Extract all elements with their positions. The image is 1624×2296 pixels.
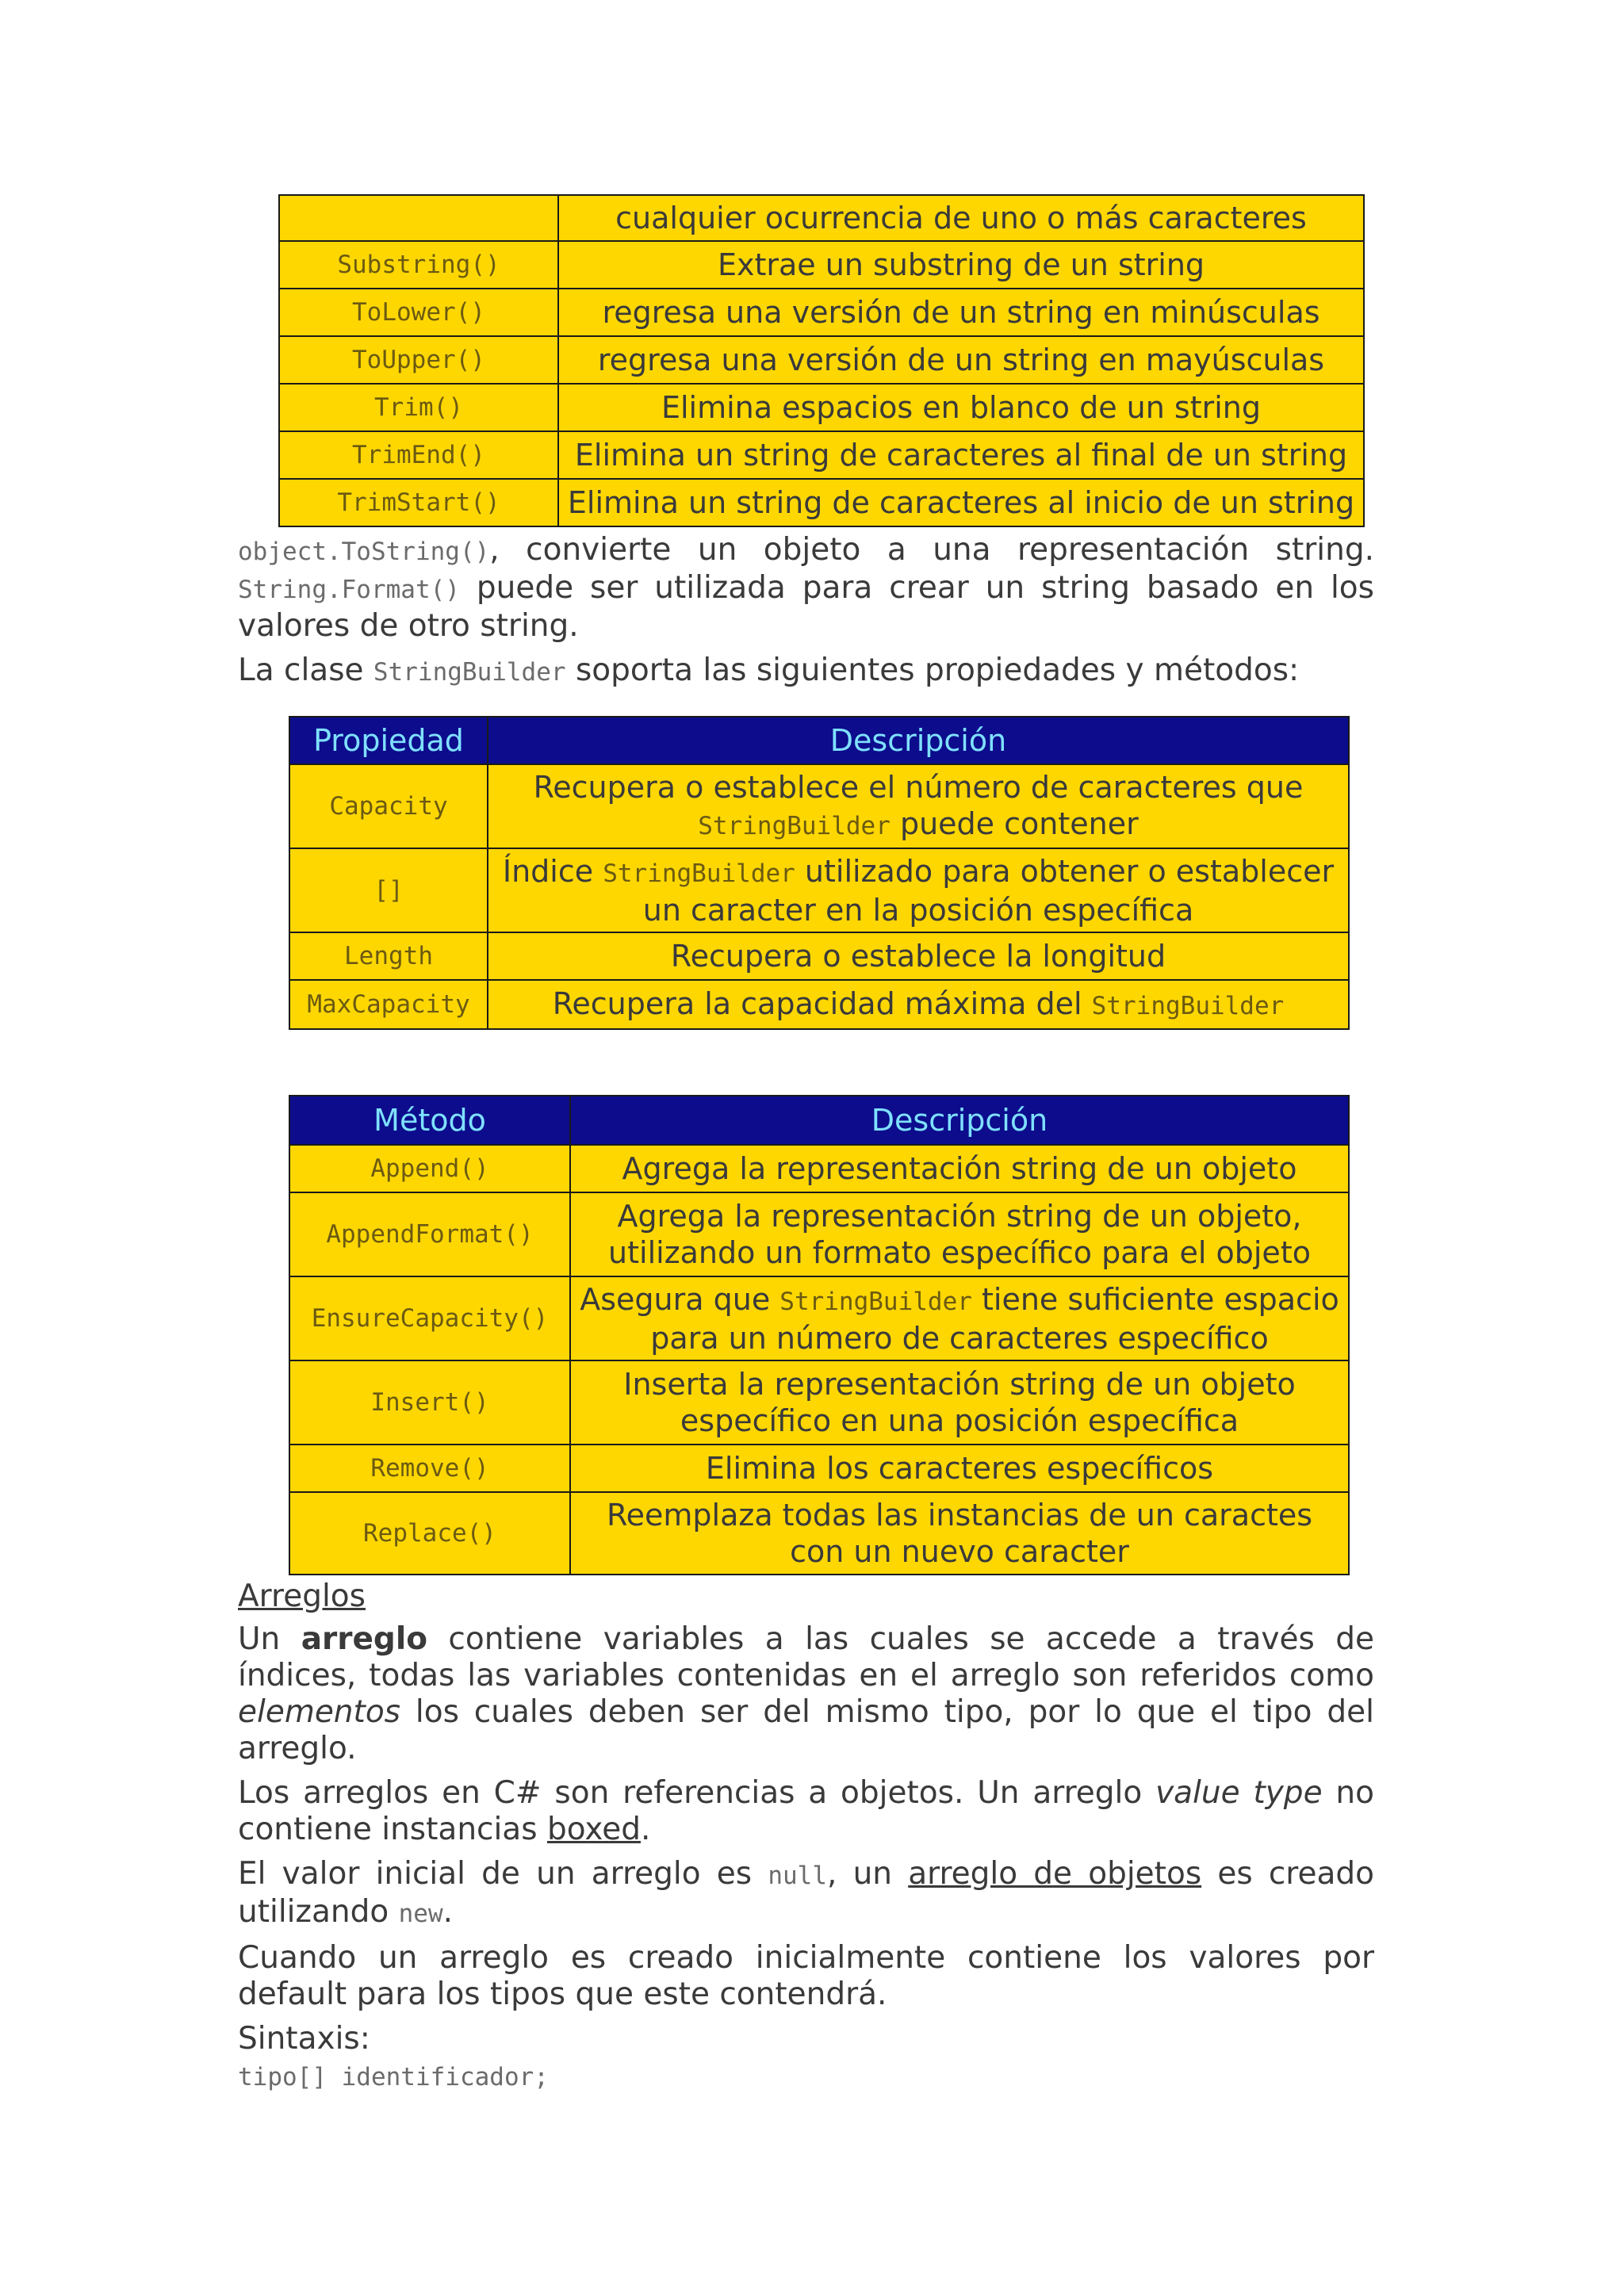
method-cell: AppendFormat() xyxy=(289,1192,570,1276)
description-cell: Elimina espacios en blanco de un string xyxy=(558,384,1364,431)
method-cell: TrimEnd() xyxy=(279,431,558,479)
paragraph-arreglo-definition xyxy=(238,1621,1374,1767)
description-cell: regresa una versión de un string en mayúsculas xyxy=(558,336,1364,384)
paragraph-arreglo-referencias xyxy=(238,1775,1374,1848)
paragraph-text: Los arreglos en C# son referencias a objetos. Un arreglo xyxy=(238,1775,1156,1811)
column-header: Propiedad xyxy=(289,717,488,764)
property-cell: [] xyxy=(289,848,488,932)
method-cell: ToUpper() xyxy=(279,336,558,384)
paragraph-text: , un xyxy=(826,1856,909,1892)
italic-term: value type xyxy=(1155,1775,1323,1811)
arreglo-de-objetos-link[interactable]: arreglo de objetos xyxy=(908,1856,1202,1892)
table-header-row xyxy=(289,1096,1349,1145)
method-cell xyxy=(279,195,558,241)
description-cell: Elimina un string de caracteres al final de un string xyxy=(558,431,1364,479)
method-cell: TrimStart() xyxy=(279,479,558,526)
paragraph-text: El valor inicial de un arreglo es xyxy=(238,1856,768,1892)
paragraph-arreglo-valor-inicial xyxy=(238,1856,1374,1932)
inline-code: StringBuilder xyxy=(603,859,795,888)
table-row xyxy=(289,1360,1349,1445)
string-methods-table xyxy=(278,194,1365,527)
table-row xyxy=(289,1492,1349,1575)
section-heading-arreglos xyxy=(238,1578,1374,1615)
inline-code: null xyxy=(768,1862,827,1890)
paragraph-arreglo-default: Cuando un arreglo es creado inicialmente contiene los valores por default para los tipos que este contendrá. xyxy=(238,1940,1374,2012)
inline-code: new xyxy=(398,1900,443,1928)
cell-text: Asegura que xyxy=(580,1281,780,1317)
paragraph-text: Un xyxy=(238,1621,301,1657)
paragraph-text: no contiene instancias xyxy=(238,1775,1374,1847)
method-cell: Replace() xyxy=(289,1492,570,1575)
table-row xyxy=(289,980,1349,1029)
paragraph-text: contiene variables a las cuales se accede a través de índices, todas las variables contenidas en el arreglo son referidos como xyxy=(238,1621,1374,1693)
description-cell xyxy=(488,764,1349,848)
document-page xyxy=(238,194,1374,2095)
description-cell: Agrega la representación string de un objeto xyxy=(570,1145,1349,1192)
paragraph-text: es creado utilizando xyxy=(238,1856,1374,1930)
paragraph-text: . xyxy=(641,1812,651,1847)
table-row xyxy=(289,1276,1349,1360)
cell-text: utilizado para obtener o establecer un caracter en la posición específica xyxy=(642,853,1335,928)
bold-term: arreglo xyxy=(301,1621,428,1657)
inline-code: StringBuilder xyxy=(1091,991,1285,1020)
column-header: Descripción xyxy=(570,1096,1349,1145)
italic-term: elementos xyxy=(238,1694,400,1730)
description-cell: Elimina los caracteres específicos xyxy=(570,1445,1349,1492)
cell-text: Recupera la capacidad máxima del xyxy=(552,985,1092,1021)
inline-code: StringBuilder xyxy=(698,811,891,840)
table-header-row xyxy=(289,717,1349,764)
cell-text: puede contener xyxy=(890,806,1139,841)
cell-text: Recupera o establece el número de caracteres que xyxy=(533,769,1304,805)
stringbuilder-methods-table xyxy=(289,1095,1350,1575)
method-cell: Remove() xyxy=(289,1445,570,1492)
paragraph-text: La clase xyxy=(238,652,373,688)
code-sintaxis xyxy=(238,2057,1374,2095)
cell-text: tiene suficiente espacio para un número de caracteres específico xyxy=(650,1281,1339,1356)
stringbuilder-properties-table xyxy=(289,716,1350,1030)
paragraph-tostring xyxy=(238,532,1374,645)
inline-code: String.Format() xyxy=(238,576,460,604)
method-cell: Insert() xyxy=(289,1360,570,1445)
table-row xyxy=(289,764,1349,848)
paragraph-sintaxis-label: Sintaxis: xyxy=(238,2021,370,2057)
table-row xyxy=(279,431,1364,479)
description-cell xyxy=(488,848,1349,932)
description-cell: Reemplaza todas las instancias de un caractes con un nuevo caracter xyxy=(570,1492,1349,1575)
paragraph-text: , convierte un objeto a una representación string. xyxy=(489,532,1374,568)
column-header: Método xyxy=(289,1096,570,1145)
table-row xyxy=(289,1445,1349,1492)
paragraph-text: puede ser utilizada para crear un string basado en los valores de otro string. xyxy=(238,570,1374,644)
inline-code: object.ToString() xyxy=(238,538,490,566)
table-row xyxy=(289,1192,1349,1276)
description-cell xyxy=(570,1276,1349,1360)
column-header: Descripción xyxy=(488,717,1349,764)
boxed-link[interactable]: boxed xyxy=(546,1812,641,1847)
table-row xyxy=(279,479,1364,526)
method-cell: EnsureCapacity() xyxy=(289,1276,570,1360)
property-cell: Length xyxy=(289,932,488,980)
method-cell: Substring() xyxy=(279,241,558,289)
table-row xyxy=(289,932,1349,980)
description-cell: Agrega la representación string de un objeto, utilizando un formato específico para el objeto xyxy=(570,1192,1349,1276)
description-cell: Elimina un string de caracteres al inicio de un string xyxy=(558,479,1364,526)
cell-text: Índice xyxy=(502,853,603,889)
table-row xyxy=(289,848,1349,932)
method-cell: ToLower() xyxy=(279,289,558,336)
description-cell xyxy=(488,980,1349,1029)
table-row xyxy=(279,336,1364,384)
property-cell: MaxCapacity xyxy=(289,980,488,1029)
description-cell: cualquier ocurrencia de uno o más caracteres xyxy=(558,195,1364,241)
paragraph-stringbuilder-intro xyxy=(238,652,1374,691)
description-cell: Recupera o establece la longitud xyxy=(488,932,1349,980)
method-cell: Append() xyxy=(289,1145,570,1192)
property-cell: Capacity xyxy=(289,764,488,848)
code-line: tipo[] identificador; xyxy=(238,2063,549,2091)
table-row xyxy=(279,384,1364,431)
paragraph-text: . xyxy=(442,1894,454,1930)
table-row xyxy=(279,241,1364,289)
paragraph-text: soporta las siguientes propiedades y métodos: xyxy=(565,652,1300,688)
table-row xyxy=(279,195,1364,241)
paragraph-text: los cuales deben ser del mismo tipo, por lo que el tipo del arreglo. xyxy=(238,1694,1374,1766)
description-cell: Extrae un substring de un string xyxy=(558,241,1364,289)
inline-code: StringBuilder xyxy=(373,658,566,687)
table-row xyxy=(279,289,1364,336)
description-cell: Inserta la representación string de un objeto específico en una posición específica xyxy=(570,1360,1349,1445)
method-cell: Trim() xyxy=(279,384,558,431)
inline-code: StringBuilder xyxy=(779,1287,972,1316)
section-heading-text: Arreglos xyxy=(238,1578,366,1614)
description-cell: regresa una versión de un string en minúsculas xyxy=(558,289,1364,336)
table-row xyxy=(289,1145,1349,1192)
